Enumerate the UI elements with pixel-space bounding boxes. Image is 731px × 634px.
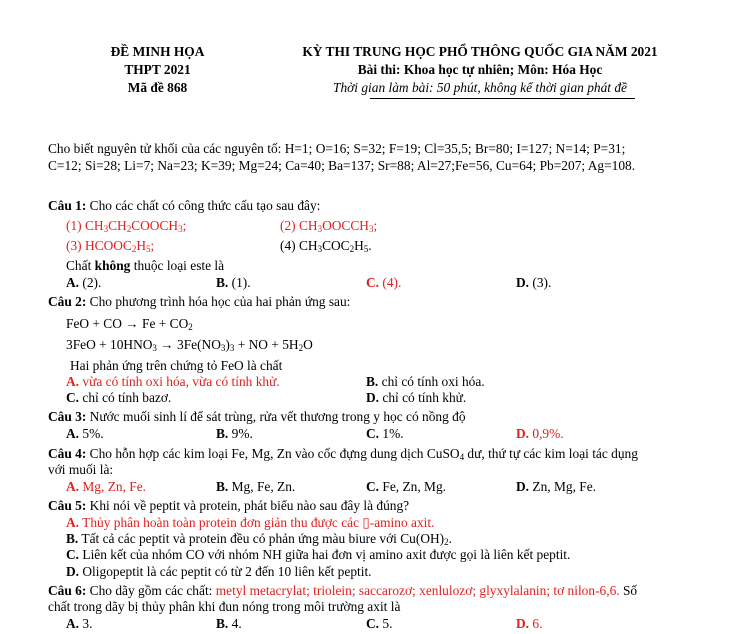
q1-item-1: (1) $CH_3CH_2COOCH_3$; <box>66 218 187 234</box>
q1-stem: Chất không thuộc loại este là <box>66 258 225 273</box>
q2-stem: Hai phản ứng trên chứng tỏ FeO là chất <box>70 358 283 373</box>
q2-answer-b[interactable]: B. chỉ có tính oxi hóa. <box>366 374 485 389</box>
q1-answer-b[interactable]: B. (1). <box>216 275 251 290</box>
header-left-line2: THPT 2021 <box>124 62 191 77</box>
q3-answer-a[interactable]: A. 5%. <box>66 426 104 441</box>
q3-answer-b[interactable]: B. 9%. <box>216 426 253 441</box>
q2-answer-c[interactable]: C. chỉ có tính bazơ. <box>66 390 172 405</box>
q4-answer-d[interactable]: D. Zn, Mg, Fe. <box>516 479 596 494</box>
q2-answer-d[interactable]: D. chỉ có tính khử. <box>366 390 467 405</box>
q4-answer-a[interactable]: A. Mg, Zn, Fe. <box>66 479 146 494</box>
q5-answer-a[interactable]: A. Thủy phân hoàn toàn protein đơn giản thu được các ▯-amino axit. <box>66 515 435 530</box>
q2-text: Câu 2: Cho phương trình hóa học của hai phản ứng sau: <box>48 294 351 309</box>
header-left-line1: ĐỀ MINH HỌA <box>110 44 205 59</box>
q3-text: Câu 3: Nước muối sinh lí để sát trùng, rửa vết thương trong y học có nồng độ <box>48 409 466 424</box>
q1-prompt: Cho các chất có công thức cấu tạo sau đây: <box>86 198 321 213</box>
q6-answer-d[interactable]: D. 6. <box>516 616 543 631</box>
q1-item-3: (3) $HCOOC_2H_5$; <box>66 238 155 254</box>
q6-text-line2: chất trong dãy bị thủy phân khi đun nóng trong môi trường axit là <box>48 599 401 614</box>
exam-subject: Bài thi: Khoa học tự nhiên; Môn: Hóa Học <box>357 62 603 77</box>
q4-text-line2: với muối là: <box>48 462 114 477</box>
q4-answer-b[interactable]: B. Mg, Fe, Zn. <box>216 479 296 494</box>
exam-time: Thời gian làm bài: 50 phút, không kể thời gian phát đề <box>333 80 627 95</box>
q1-answer-d[interactable]: D. (3). <box>516 275 552 290</box>
q2-answer-a[interactable]: A. vừa có tính oxi hóa, vừa có tính khử. <box>66 374 280 389</box>
q2-equation-1: FeO + CO → $Fe + CO_2$ <box>66 316 193 332</box>
q5-answer-d[interactable]: D. Oligopeptit là các peptit có từ 2 đến 10 liên kết peptit. <box>66 564 372 579</box>
q1-item-4: (4) $CH_3COC_2H_5$. <box>280 238 372 254</box>
q1-answer-a[interactable]: A. (2). <box>66 275 102 290</box>
q5-answer-c[interactable]: C. Liên kết của nhóm CO với nhóm NH giữa hai đơn vị amino axit được gọi là liên kết peptit. <box>66 547 571 562</box>
q4-text-line1: Câu 4: Cho hỗn hợp các kim loại Fe, Mg, Zn vào cốc đựng dung dịch CuSO$_4$ dư, thứ tự các kim loại tác dụng <box>48 446 638 462</box>
header-divider <box>370 98 635 99</box>
q6-answer-a[interactable]: A. 3. <box>66 616 93 631</box>
q6-answer-c[interactable]: C. 5. <box>366 616 393 631</box>
q4-answer-c[interactable]: C. Fe, Zn, Mg. <box>366 479 446 494</box>
q6-text-line1: Câu 6: Cho dãy gồm các chất: metyl metacrylat; triolein; saccarozơ; xenlulozơ; glyxylalanin; tơ nilon-6,6. Số <box>48 583 638 598</box>
q2-equation-2: $3FeO + 10HNO_3 \to 3Fe(NO_3)_3$ + NO + $5H_2O$ <box>66 337 313 353</box>
header-left-line3: Mã đề 868 <box>127 80 188 95</box>
intro-line1: Cho biết nguyên tử khối của các nguyên tố: H=1; O=16; S=32; F=19; Cl=35,5; Br=80; I=127; N=14; P=31; <box>48 141 626 156</box>
q6-answer-b[interactable]: B. 4. <box>216 616 242 631</box>
q1-label: Câu 1: <box>48 198 87 213</box>
intro-line2: C=12; Si=28; Li=7; Na=23; K=39; Mg=24; Ca=40; Ba=137; Sr=88; Al=27;Fe=56, Cu=64; Pb=207; Ag=108. <box>48 158 636 173</box>
exam-title: KỲ THI TRUNG HỌC PHỔ THÔNG QUỐC GIA NĂM 2021 <box>302 44 658 59</box>
q3-answer-d[interactable]: D. 0,9%. <box>516 426 564 441</box>
q3-answer-c[interactable]: C. 1%. <box>366 426 404 441</box>
q1-answer-c[interactable]: C. (4). <box>366 275 402 290</box>
q5-text: Câu 5: Khi nói về peptit và protein, phát biểu nào sau đây là đúng? <box>48 498 410 513</box>
q1-item-2: (2) $CH_3OOCCH_3$; <box>280 218 378 234</box>
q5-answer-b[interactable]: B. Tất cả các peptit và protein đều có phản ứng màu biure với $Cu(OH)_2$. <box>66 531 452 547</box>
q1-text <box>48 198 320 214</box>
